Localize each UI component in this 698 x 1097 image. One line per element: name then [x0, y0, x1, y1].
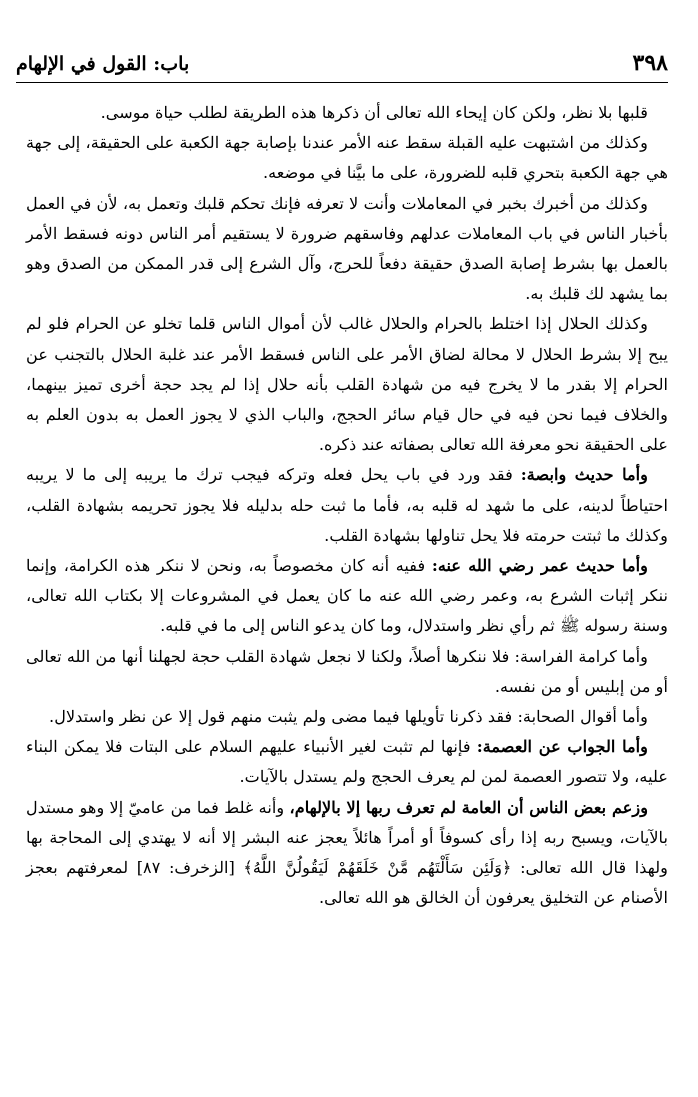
paragraph-lead: وأما الجواب عن العصمة:: [476, 737, 648, 757]
page-header: [16, 48, 668, 83]
paragraph-lead: وأما حديث وابصة:: [520, 465, 648, 485]
paragraph: وأما الجواب عن العصمة: فإنها لم تثبت لغير الأنبياء عليهم السلام على البتات فلا يمكن البناء عليه، ولا تتصور العصمة لمن لم يعرف الحجج ولم يستدل بالآيات.: [26, 737, 668, 787]
paragraph: وكذلك الحلال إذا اختلط بالحرام والحلال غالب لأن أموال الناس قلما تخلو عن الحرام فلو لم يبح إلا بشرط الحلال لا محالة لضاق الأمر على الناس فسقط الأمر عند غلبة الحلال بالتجنب عن الحرام إلا بقدر ما لا يخرج فيه من شهادة القلب بأنه حلال إذا لم يجد حجة أخرى تميز بينهما، والخلاف فيما نحن فيه في حال قيام سائر الحجج، والباب الذي لا يجوز العمل به بدون العلم به على الحقيقة نحو معرفة الله تعالى بصفاته عند ذكره.: [26, 314, 668, 455]
page-body: [26, 98, 668, 913]
paragraph: وأما أقوال الصحابة: فقد ذكرنا تأويلها فيما مضى ولم يثبت منهم قول إلا عن نظر واستدلال.: [49, 707, 648, 727]
paragraph: وزعم بعض الناس أن العامة لم تعرف ربها إلا بالإلهام، وأنه غلط فما من عاميّ إلا وهو مستدل بالآيات، ويسبح ربه إذا رأى كسوفاً أو أمراً هائلاً يعجز عنه البشر إلا أنه لا يهتدي إلى المحاجة بها ولهذا قال الله تعالى: ﴿وَلَئِن سَأَلْتَهُم مَّنْ خَلَقَهُمْ لَيَقُولُنَّ اللَّهُ﴾ [الزخرف: ٨٧] لمعرفتهم بعجز الأصنام عن التخليق يعرفون أن الخالق هو الله تعالى.: [26, 797, 668, 908]
paragraph: وأما حديث عمر رضي الله عنه: ففيه أنه كان مخصوصاً به، ونحن لا ننكر هذه الكرامة، وإنما ننكر إثبات الشرع به، وعمر رضي الله عنه ما كان يعمل في المشروعات إلا بكتاب الله تعالى، وسنة رسوله ﷺ ثم رأي نظر واستدلال، وما كان يدعو الناس إلى ما في قلبه.: [26, 556, 668, 636]
page-number: ٣٩٨: [632, 50, 668, 76]
paragraph: وكذلك من اشتبهت عليه القبلة سقط عنه الأمر عندنا بإصابة جهة الكعبة على الحقيقة، إلى جهة هي جهة الكعبة بتحري قلبه للضرورة، على ما بيَّنا في موضعه.: [26, 133, 668, 183]
paragraph-lead: وزعم بعض الناس أن العامة لم تعرف ربها إلا بالإلهام،: [289, 797, 649, 817]
paragraph: وأما حديث وابصة: فقد ورد في باب يحل فعله وتركه فيجب ترك ما يريبه إلى ما لا يريبه احتياطاً لدينه، على ما شهد له قلبه به، فأما ما ثبت حله بدليله فلا يجوز تحريمه بشهادة القلب، وكذلك ما ثبتت حرمته فلا يحل تناولها بشهادة القلب.: [26, 465, 668, 545]
paragraph-lead: وأما حديث عمر رضي الله عنه:: [431, 556, 648, 576]
paragraph: قلبها بلا نظر، ولكن كان إيحاء الله تعالى أن ذكرها هذه الطريقة لطلب حياة موسى.: [100, 103, 648, 122]
paragraph: وأما كرامة الفراسة: فلا ننكرها أصلاً، ولكنا لا نجعل شهادة القلب حجة لجهلنا أنها من الله تعالى أو من إبليس أو من نفسه.: [26, 646, 668, 696]
paragraph: وكذلك من أخبرك بخبر في المعاملات وأنت لا تعرفه فإنك تحكم قلبك وتعمل به، لأن في العمل بأخبار الناس في باب المعاملات عدلهم وفاسقهم ضرورة لا يستقيم أمر الناس دونه فسقط الأمر بالعمل بها بشرط إصابة الصدق حقيقة دفعاً للحرج، وآل الشرع إلى قدر الممكن من الصدق وهو بما يشهد لك قلبك به.: [26, 193, 668, 304]
chapter-title: باب: القول في الإلهام: [16, 53, 190, 75]
